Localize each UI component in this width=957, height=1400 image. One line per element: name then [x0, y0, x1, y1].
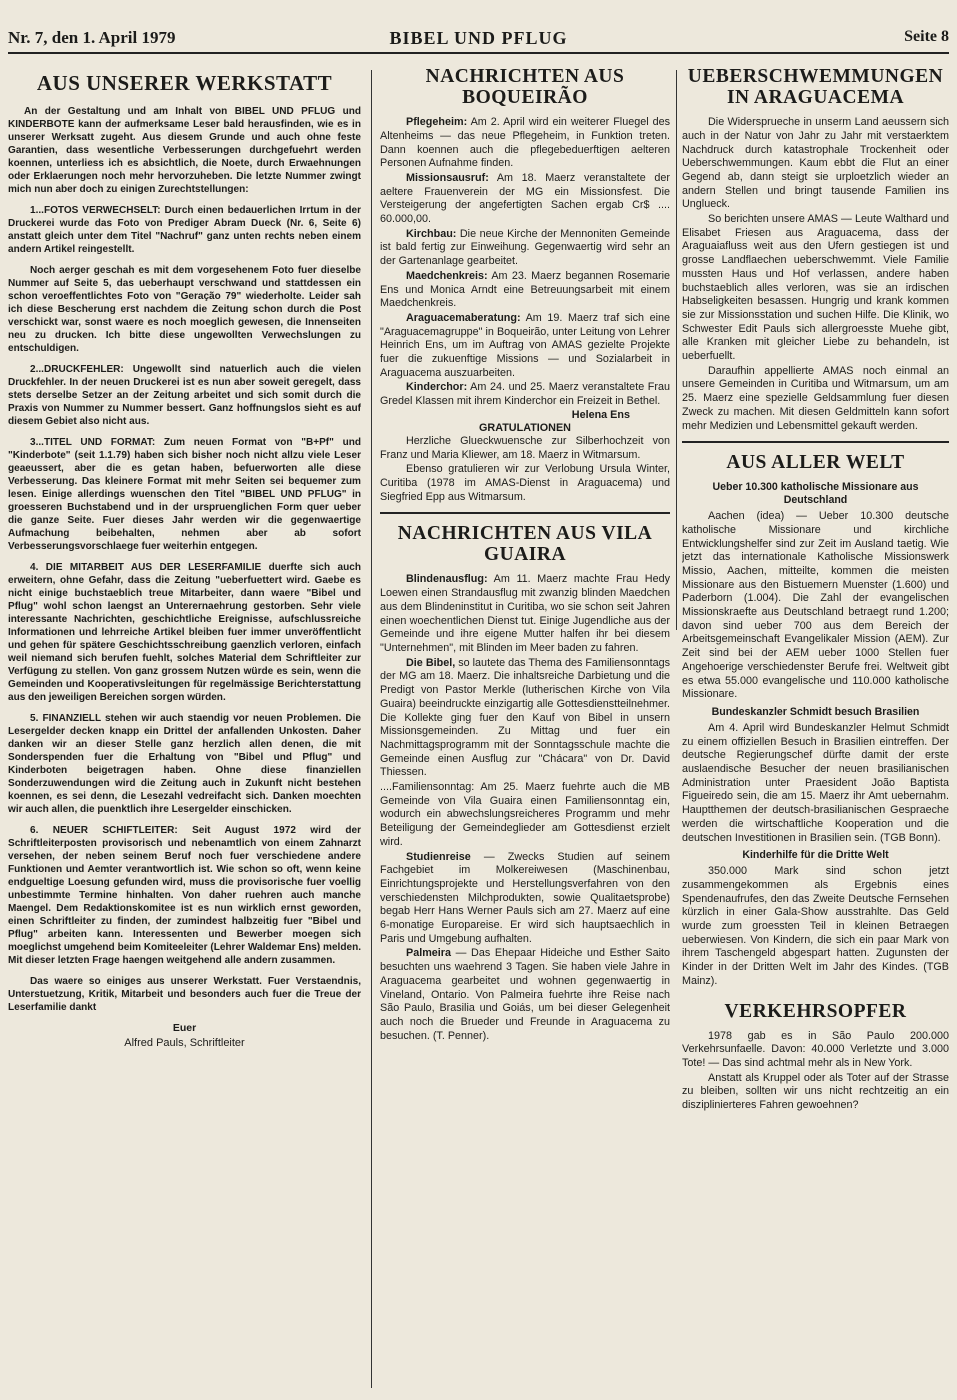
article-paragraph: So berichten unsere AMAS — Leute Walthard und Elisabet Friesen aus Araguacema, dass der Araguaiafluss weit aus den Ufern gestiegen ist und grosse Landflaechen ueberschwemmt. Viele Familie mussten Haus und Hof verlassen, andere haben buchstaeblich alles verloren, was sie an irdischen Habseligkeiten besassen. Hungrig und krank kommen sie zur Missionsstation und suchen Hilfe. Die Klinik, wo Schwester Edit Pauls sich allergroesste Muehe gibt, alle Kranken mit gleicher Liebe zu behandeln, ist ueberfuellt. [682, 213, 949, 363]
article-title: VERKEHRSOPFER [724, 1000, 907, 1022]
column-nachrichten [380, 64, 670, 1394]
news-item-label: Studienreise [406, 850, 471, 863]
article-title: UEBERSCHWEMMUNGEN IN ARAGUACEMA [687, 66, 944, 109]
author-signature: Alfred Pauls, Schriftleiter [124, 1036, 245, 1049]
column-divider [371, 70, 372, 1388]
article-paragraph: An der Gestaltung und am Inhalt von BIBEL UND PFLUG und KINDERBOTE kann der aufmerksame Leser bald herausfinden, wie es in unserer Werksatt zugeht. Aus diesem Grunde und auch ohne feste Garantien, dass wesentliche Verbesserungen durchgefuehrt werden koennen, unterliess ich es absichtlich, die Noete, durch Erwaehnungen oder Erklaerungen noch mehr hervorzuheben. Die letzte Nummer zwingt mich nun aber doch zu einigen Zurechtstellungen: [8, 105, 361, 195]
news-item-label: Missionsausruf: [406, 171, 489, 184]
signoff: Euer [172, 1021, 197, 1034]
article-paragraph: Anstatt als Kruppel oder als Toter auf der Strasse zu bleiben, sollten wir uns nicht rechtzeitig an ein disziplinierteres Fahren gewoehnen? [682, 1071, 949, 1112]
section-subtitle: GRATULATIONEN [479, 421, 571, 434]
article-paragraph: Herzliche Glueckwuensche zur Silberhochzeit von Franz und Maria Kliewer, am 18. Maerz in Witmarsum. [380, 434, 670, 461]
article-closing: Das waere so einiges aus unserer Werkstatt. Fuer Verstaendnis, Unterstuetzung, Kritik, Mitarbeit und besonders auch fuer die Treue der Leserfamilie dankt [8, 975, 361, 1013]
news-item [380, 228, 670, 269]
news-item-label: Araguacemaberatung: [406, 311, 521, 324]
news-item [380, 312, 670, 381]
column-welt [682, 64, 949, 1394]
article-paragraph: Die Widersprueche in unserm Land aeussern sich auch in der Natur von Jahr zu Jahr mit verstaerktem Nachdruck durch katastrophale Trockenheit oder Ueberschwemmungen. Kaum ebbt die Flut an einer Gegend ab, dann steigt sie urploetzlich wieder an andern Stellen und bringt tausende Familien ins Unglueck. [682, 116, 949, 211]
news-item-text: Am 11. Maerz machte Frau Hedy Loewen einen Strandausflug mit zwanzig blinden Maedchen aus dem Blindeninstitut in Curitiba, wo sie schon seit Jahren einen woechentlichen Dienst tut. Einige Jugendliche aus der Gemeinde und ihre eigene Mutter halfen ihr bei diesem "Unternehmen", mit Blinden im Meer baden zu fahren. [380, 573, 670, 654]
news-item-text: Am 23. Maerz begannen Rosemarie Ens und Monica Arndt eine Betreuungsarbeit mit einem Maedchenkreis. [380, 269, 670, 310]
newspaper-title: BIBEL UND PFLUG [389, 28, 568, 48]
article-paragraph: 2...DRUCKFEHLER: Ungewollt sind natuerlich auch die vielen Druckfehler. In der neuen Druckerei ist es nun aber soweit geregelt, dass stets derselbe Setzer an der Zeitung arbeitet und sich somit durch die Praxis von Nummer zu Nummer bessert. Ganz hoffnungslos sieht es auf diesem Gebiet also nicht aus. [8, 363, 361, 427]
news-item [380, 270, 670, 311]
article-paragraph: 4. DIE MITARBEIT AUS DER LESERFAMILIE duerfte sich auch erweitern, ohne Gefahr, dass die Zeitung "ueberfuettert wird. Gaebe es nicht einige buchstaeblich treue Mitarbeiter, dann waere "Bibel und Pflug" wohl schon laengst an Unterernaehrung gestorben. Sehr viele interessante Nachrichten, geschichtliche Ereignisse, aufschlussreiche Informationen und lehrreiche Artikel bleiben fuer immer unveröffentlicht und gehen für spätere Geschichtsschreibung gaenzlich verloren, einfach weil niemand sich berufen fuehlt, solches Material dem Schriftleiter zur Verfügung zu stellen. Von ganz grossem Nutzen würde es sein, wenn die Gemeinden und Kooperativsleitungen für regelmässige Berichterstattung aus den jeweiligen Bereichen sorgen würden. [8, 561, 361, 703]
news-item-text: Am 19. Maerz traf sich eine "Araguacemagruppe" in Boqueirão, unter Leitung von Lehrer Heinrich Ens, um im Auftrag von AMAS gezielte Projekte fuer die zukuenftige Missions — und Sozialarbeit in Araguacema auszuarbeiten. [380, 311, 670, 379]
news-item [380, 781, 670, 850]
article-paragraph: 1...FOTOS VERWECHSELT: Durch einen bedauerlichen Irrtum in der Druckerei wurde das Foto von Prediger Abram Dueck (Nr. 6, Seite 6) anstatt gleich unter dem Titel "Nachruf" ganz unten rechts neben einem andern Artikel reingestellt. [8, 204, 361, 255]
section-divider [682, 441, 949, 443]
article-subtitle: Ueber 10.300 katholische Missionare aus Deutschland [712, 481, 919, 507]
column-divider [676, 70, 677, 630]
article-paragraph: 5. FINANZIELL stehen wir auch staendig vor neuen Problemen. Die Lesergelder decken knapp ein Drittel der anfallenden Unkosten. Daher danken wir an dieser Stelle ganz herzlich allen denen, die mit Sonderspenden fuer die Erhaltung von "Bibel und Pflug" und Kinderboten beigetragen haben. Ohne diese finanziellen Sonderzuwendungen wird die Zeitung auch in Zukunft nicht bestehen koennen, es sei denn, die Lesezahl vedreifacht sich. Danken moechten wir auch allen, die puenktlich ihre Lesergelder einschicken. [8, 712, 361, 815]
article-subtitle: Bundeskanzler Schmidt besuch Brasilien [711, 706, 920, 718]
news-item-text: Am 24. und 25. Maerz veranstaltete Frau Gredel Klassen mit ihrem Kinderchor ein Freizeit in Bethel. [380, 381, 670, 408]
news-item-label: Kirchbau: [406, 227, 457, 240]
news-item-text: ....Familiensonntag: Am 25. Maerz fuehrte auch die MB Gemeinde von Vila Guaira einen Familiensonntag ein, wodurch ein abwechslungsreicheres Programm und mehr Beteiligung der Gemeindeglieder am Gottesdienst erzielt wird. [380, 781, 670, 848]
article-paragraph: Noch aerger geschah es mit dem vorgesehenem Foto fuer dieselbe Nummer auf Seite 5, das ueberhaupt verschwand und stattdessen ein schon veroeffentlichtes Foto von "Geração 79" wiederholte. Leider sah ich diese Bescherung erst nachdem die Zeitung schon durch die Post verschickt war, sonst waere es noch moeglich gewesen, die Innenseiten neu zu drucken. Ich bitte diese ungewollten Verwechslungen zu entschuldigen. [8, 264, 361, 354]
news-item-label: Kinderchor: [406, 381, 468, 394]
section-divider [380, 512, 670, 514]
article-paragraph: 1978 gab es in São Paulo 200.000 Verkehrsunfaelle. Davon: 40.000 Verletzte und 3.000 Tote! — Das sind achtmal mehr als in New York. [682, 1029, 949, 1069]
news-item-label: Die Bibel, [406, 656, 456, 669]
column-werkstatt [8, 64, 361, 1394]
news-item-text: Am 2. April wird ein weiterer Fluegel des Altenheims — das neue Pflegeheim, in Funktion treten. Dann koennen auch die pflegebeduerftigen aelteren Personen Aufnahme finden. [380, 116, 670, 170]
author-byline: Helena Ens [571, 408, 630, 421]
news-item-text: — Das Ehepaar Hideiche und Esther Saito besuchten uns waehrend 3 Tagen. Sie haben viele Jahre in Araguacema gearbeitet und wohnen gegenwaertig in Vineland, Ontario. Von Palmeira fuehrte ihre Reise nach São Paulo, Brasilia und Goiás, um bei dieser Gelegenheit auch noch die Brueder und Freunde in Araguacema zu besuchen. (T. Penner). [380, 947, 670, 1042]
news-item [380, 573, 670, 655]
page-number: Seite 8 [904, 28, 949, 45]
spacer [682, 989, 949, 999]
news-item [380, 851, 670, 947]
news-item-text: Am 18. Maerz veranstaltete der aeltere Frauenverein der MG ein Missionsfest. Die Versteigerung der angefertigten Sachen ergab Cr$ .... 60.000,00. [380, 171, 670, 226]
article-title: AUS ALLER WELT [726, 452, 905, 474]
article-paragraph: Aachen (idea) — Ueber 10.300 deutsche katholische Missionare und kirchliche Entwicklungshelfer sind zur Zeit im Ausland taetig. Wie jetzt das internationale Katholische Missionswerk Missio, Aachen, mitteilte, kommen die meisten Missionare aus den Bistuemern Muenster (1.600) und Paderborn (1.004). Die Zahl der evangelischen Missionskraefte aus Deutschland betraegt rund 1.200; davon sind ueber 700 aus dem Bereich der Arbeitsgemeinschaft Evangelikaler Mission (AEM). Zur Zeit sind bei der AEM ueber 1000 Stellen fuer Angehoerige verschiedenster Berufe frei. Weltweit gibt es etwa 55.000 evangelische und 110.000 katholische Missionare. [682, 510, 949, 701]
article-subtitle: Kinderhilfe für die Dritte Welt [742, 849, 889, 862]
news-item-text: Die neue Kirche der Mennoniten Gemeinde ist bald fertig zur Einweihung. Gegenwaertig wird sehr an der Gartenanlage gearbeitet. [380, 227, 670, 268]
article-paragraph: 3...TITEL UND FORMAT: Zum neuen Format von "B+Pf" und "Kinderbote" (seit 1.1.79) haben sich bisher noch nicht allzu viele Leser geaeussert, aber die es getan haben, befuerworten alle diese Verbesserung. Das kleinere Format mit mehr Seiten sei bequemer zum lesen. Einige allerdings wuenschen den Titel "BIBEL UND PFLUG" in groesseren Buchstabend und in der urspruenglichen Form quer ueber die ganze Seite. Fuer dieses Jahr werden wir die gegenwaertige Aufmachung beibehalten, nehmen aber ab sofort Verbesserungsvorschlaege fuer weiterhin entgegen. [8, 436, 361, 552]
article-paragraph: Am 4. April wird Bundeskanzler Helmut Schmidt zu einem offiziellen Besuch in Brasilien eintreffen. Der deutsche Regierungschef dürfte damit der erste auslaendische Besucher der neuen brasilianischen Administration unter Praesident João Baptista Figueiredo sein, die am 15. Maerz ihr Amt uebernahm. Hauptthemen der deutsch-brasilianischen Gespraeche werden die wirtschaftliche Kooperation und die deutschen Investitionen in Brasilien sein. (TGB Bonn). [682, 721, 949, 844]
article-paragraph: 350.000 Mark sind schon jetzt zusammengekommen als Ergebnis eines Spendenaufrufes, den das Zweite Deutsche Fernsehen kürzlich in einer Gala-Show ausstrahlte. Das Geld wurde zum groessten Teil in kleinen Betraegen ueberwiesen. Von Kindern, die sich ein paar Mark von ihrem Taschengeld abgespart hatten. Zugunsten der Kinder in der Dritten Welt im Jahr des Kindes. (TGB Mainz). [682, 865, 949, 987]
news-item-label: Blindenausflug: [406, 573, 488, 586]
news-item [380, 381, 670, 408]
news-item [380, 657, 670, 780]
issue-date: Nr. 7, den 1. April 1979 [8, 28, 176, 47]
article-paragraph: Ebenso gratulieren wir zur Verlobung Ursula Winter, Curitiba (1978 im AMAS-Dienst in Araguacema) und Siegfried Epp aus Witmarsum. [380, 463, 670, 503]
article-paragraph: 6. NEUER SCHIFTLEITER: Seit August 1972 wird der Schriftleiterposten provisorisch und nebenamtlich von einem Zahnarzt versehen, der neben seinem Beruf noch fuer verschiedene andere Funktionen und Aemter verantwortlich ist. Wie schon so oft, wenn keine endgueltige Loesung gefunden wird, muss die provisorische fuer voellig unbestimmte Termine hinhalten. Von daher ruehren auch manche Maengel. Dem Redaktionskomitee ist es nun wirklich ernst geworden, einen Schriftleiter zu finden, der zumindest halbzeitig fuer "Bibel und Pflug" arbeiten kann. Interessenten und Bewerber moegen sich moeglichst umgehend beim Komiteeleiter (Lehrer Waldemar Ens) melden. Mit dieser letzten Frage haengen weitgehend alle andern zusammen. [8, 824, 361, 966]
masthead [8, 26, 949, 54]
article-title: NACHRICHTEN AUS VILA GUAIRA [397, 523, 653, 566]
news-item-label: Palmeira [406, 947, 452, 960]
news-item [380, 947, 670, 1043]
article-title: AUS UNSERER WERKSTATT [36, 71, 333, 95]
news-item-text: so lautete das Thema des Familiensonntags der MG am 18. Maerz. Die inhaltsreiche Darbietung und die Predigt von Pastor Merkle (lutherischen Kirche von Vila Guaira) beeindruckte einzigartig alle Gottesdienstteilnehmer. Die Kollekte ging fuer den Kauf von Bibel in unsern Missionsgemeinden. Zu Mittag und fuer ein Nachmittagsprogramm mit der Sonntagsschule machte die Gemeinde einen Ausflug zur "Chácara" von Dr. David Thiessen. [380, 656, 670, 779]
news-item [380, 116, 670, 171]
article-title: NACHRICHTEN AUS BOQUEIRÃO [425, 66, 625, 109]
news-item-label: Maedchenkreis: [406, 269, 488, 282]
news-item-text: — Zwecks Studien auf seinem Fachgebiet im Molkereiwesen (Maschinenbau, Einrichtungsprojekte und Herstellungsverfahren von den verschiedensten Milchprodukten, sowie Qualitaetsprobe) begab Herr Hans Werner Pauls sich am 27. Maerz auf eine 6-monatige Europareise. Er wird sich hauptsaechlich in Paris und Umgebung aufhalten. [380, 850, 670, 945]
news-item-label: Pflegeheim: [406, 116, 468, 129]
article-paragraph: Daraufhin appellierte AMAS noch einmal an unsere Gemeinden in Curitiba und Witmarsum, um am 25. Maerz eine spezielle Geldsammlung fuer diesen Zweck zu machen. Mit diesen Geldmitteln kann sofort mehr Medizien und Lebensmittel gekauft werden. [682, 364, 949, 432]
news-item [380, 172, 670, 227]
